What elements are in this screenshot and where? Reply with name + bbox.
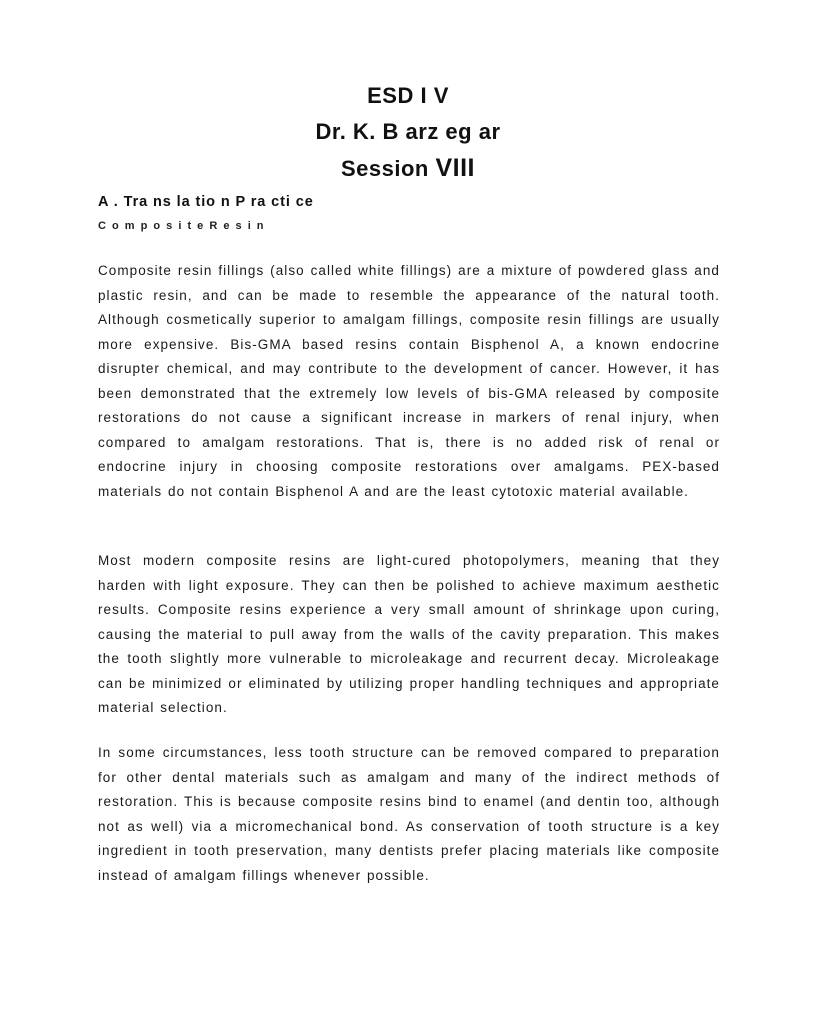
session-label: Session: [340, 156, 429, 181]
section-subheading: C o m p o s i t e R e s i n: [98, 220, 266, 232]
instructor-name: Dr. K. B arz eg ar: [315, 119, 501, 144]
course-title: ESD I V: [367, 83, 449, 108]
paragraph-2: Most modern composite resins are light-cured photopolymers, meaning that they harden with light exposure. They can then be polished to achieve maximum aesthetic results. Composite resins experience a very small amount of shrinkage upon curing, causing the material to pull away from the walls of the cavity preparation. This makes the tooth slightly more vulnerable to microleakage and recurrent decay. Microleakage can be minimized or eliminated by utilizing proper handling techniques and appropriate material selection.: [98, 553, 720, 715]
paragraph-1: Composite resin fillings (also called white fillings) are a mixture of powdered glass and plastic resin, and can be made to resemble the appearance of the natural tooth. Although cosmetically superior to amalgam fillings, composite resin fillings are usually more expensive. Bis-GMA based resins contain Bisphenol A, a known endocrine disrupter chemical, and may contribute to the development of cancer. However, it has been demonstrated that the extremely low levels of bis-GMA released by composite restorations do not cause a significant increase in markers of renal injury, when compared to amalgam restorations. That is, there is no added risk of renal or endocrine injury in choosing composite restorations over amalgams. PEX-based materials do not contain Bisphenol A and are the least cytotoxic material available.: [98, 263, 720, 499]
session-title: [0, 150, 816, 187]
session-number: VIII: [435, 154, 475, 182]
section-heading: A . Tra ns la tio n P ra cti ce: [98, 194, 314, 210]
paragraph-3: In some circumstances, less tooth structure can be removed compared to preparation for other dental materials such as amalgam and many of the indirect methods of restoration. This is because composite resins bind to enamel (and dentin too, although not as well) via a micromechanical bond. As conservation of tooth structure is a key ingredient in tooth preservation, many dentists prefer placing materials like composite instead of amalgam fillings whenever possible.: [98, 745, 720, 883]
document-header: [0, 78, 816, 187]
